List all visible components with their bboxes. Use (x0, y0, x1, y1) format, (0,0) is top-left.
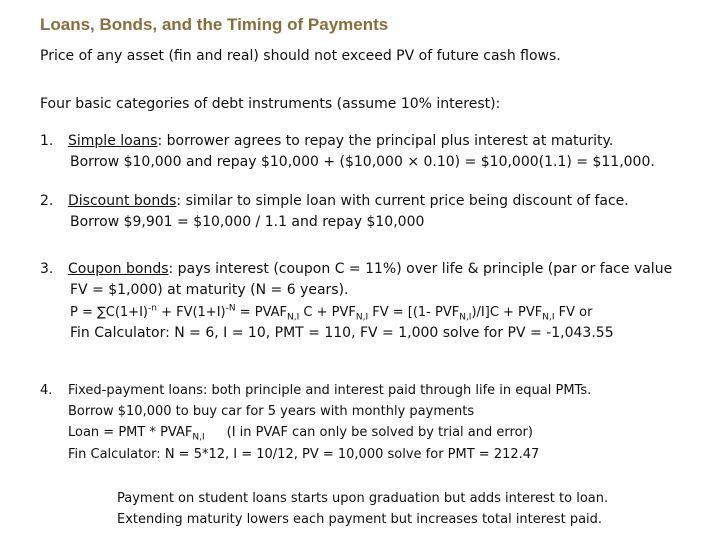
intro-bold: Price of any asset (40, 48, 165, 64)
item-2-heading (40, 193, 629, 210)
item-4-line-3: Fin Calculator: N = 5*12, I = 10/12, PV = 10,000 solve for PMT = 212.47 (68, 447, 540, 462)
intro-line-1 (40, 48, 561, 65)
intro-rest: (fin and real) should not exceed PV of future cash flows. (164, 48, 561, 64)
item-3-line-3: Fin Calculator: N = 6, I = 10, PMT = 110, FV = 1,000 solve for PV = -1,043.55 (70, 325, 614, 341)
item-4-line-1: Borrow $10,000 to buy car for 5 years with monthly payments (68, 404, 475, 419)
item-3-formula: $P = \sum C(1+I)^{-n} + FV(1+I)^{-N}$ = $PVAF_{N,I}$ $C + PVF_{N,I}$ FV = [(1- $PVF_{N,I})/I]C + PVF_{N,I}$ FV or (70, 303, 593, 323)
slide-title: Loans, Bonds, and the Timing of Payments (40, 15, 389, 34)
item-1-line-1: Borrow $10,000 and repay $10,000 + ($10,000 × 0.10) = $10,000(1.1) = $11,000. (70, 154, 655, 170)
item-3-term: Coupon bonds (68, 261, 169, 277)
item-1-desc: : borrower agrees to repay the principal plus interest at maturity. (157, 133, 614, 149)
item-4-desc: : both principle and interest paid through life in equal PMTs. (202, 383, 592, 398)
item-4-heading (40, 382, 591, 399)
item-2-line-1: Borrow $9,901 = $10,000 / 1.1 and repay $10,000 (70, 214, 425, 230)
item-4-term: Fixed-payment loans (68, 383, 203, 398)
item-3-heading (40, 261, 672, 278)
item-4-number: 4. (40, 383, 53, 398)
item-3-number: 3. (40, 261, 54, 277)
item-1-term: Simple loans (68, 133, 158, 149)
note-2: Extending maturity lowers each payment but increases total interest paid. (117, 512, 603, 527)
note-1: Payment on student loans starts upon graduation but adds interest to loan. (117, 491, 609, 506)
intro-line-2: Four basic categories of debt instruments (assume 10% interest): (40, 96, 501, 112)
item-3-line-1: FV = $1,000) at maturity (N = 6 years). (70, 282, 349, 298)
item-1-heading (40, 133, 613, 150)
item-1-number: 1. (40, 133, 54, 149)
item-4-formula: Loan = PMT * $PVAF_{N,I}$ (I in PVAF can only be solved by trial and error) (68, 425, 533, 443)
item-2-desc: : similar to simple loan with current price being discount of face. (176, 193, 629, 209)
item-2-term: Discount bonds (68, 193, 177, 209)
item-3-desc: : pays interest (coupon C = 11%) over life & principle (par or face value (168, 261, 673, 277)
item-2-number: 2. (40, 193, 54, 209)
